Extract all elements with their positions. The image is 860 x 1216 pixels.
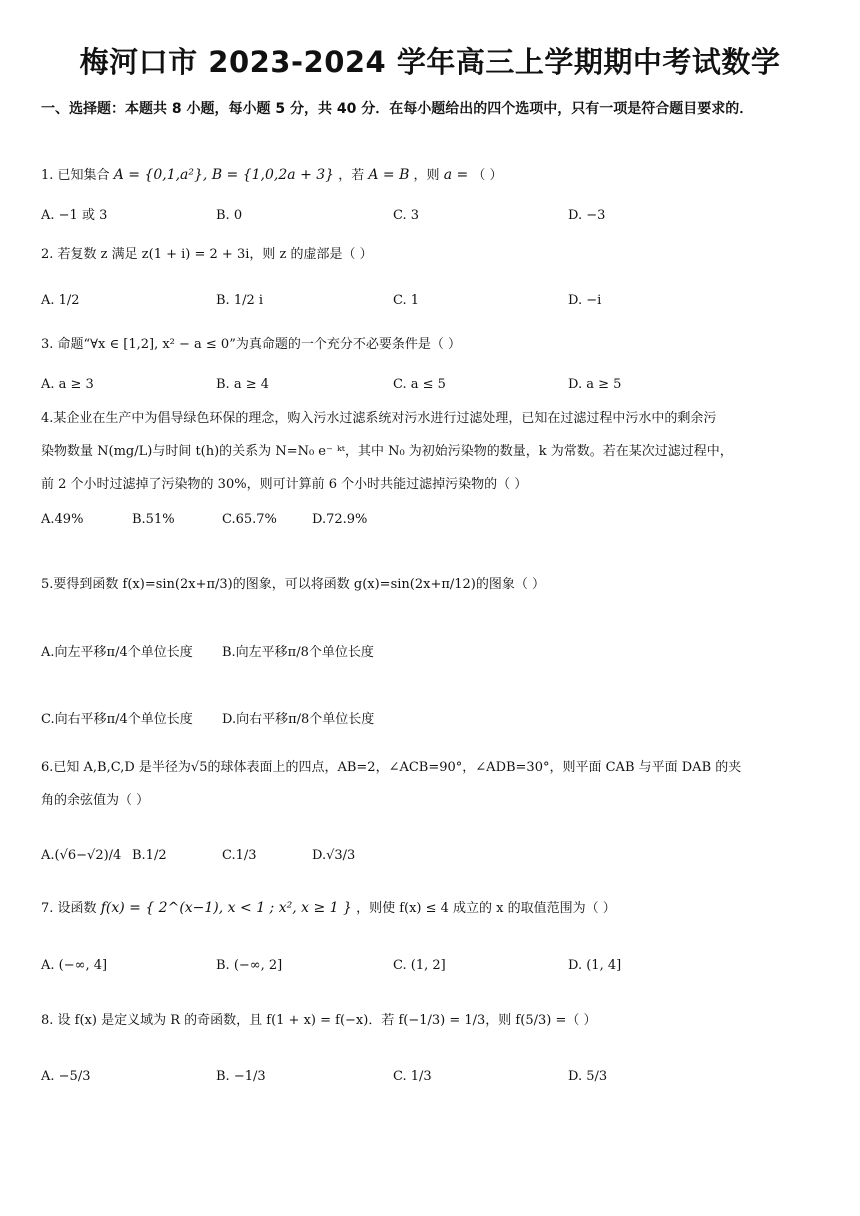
q2-option-b: B. 1/2 i — [216, 293, 264, 308]
q7-option-c: C. (1, 2] — [393, 958, 446, 973]
q1-mid2: ，则 — [413, 168, 440, 183]
q6-option-d: D.√3/3 — [312, 848, 356, 863]
q7-option-b: B. (−∞, 2] — [216, 958, 283, 973]
q5-option-a: A.向左平移π/4个单位长度 — [41, 645, 193, 660]
q4-line-2: 染物数量 N(mg/L)与时间 t(h)的关系为 N=N₀ e⁻ ᵏᵗ，其中 N₀ 为初始污染物的数量，k 为常数。若在某次过滤过程中， — [41, 444, 733, 459]
q1-ask: a = — [443, 167, 469, 183]
q6-line-1: 6.已知 A,B,C,D 是半径为√5的球体表面上的四点，AB=2，∠ACB=90°，∠ADB=30°，则平面 CAB 与平面 DAB 的夹 — [41, 760, 742, 775]
q8-option-c: C. 1/3 — [393, 1069, 432, 1084]
q3-option-a: A. a ≥ 3 — [41, 377, 94, 392]
q4-option-a: A.49% — [41, 512, 84, 527]
q2-option-c: C. 1 — [393, 293, 420, 308]
q1-sets: A = {0,1,a²}, B = {1,0,2a + 3} — [113, 167, 335, 183]
q7-option-d: D. (1, 4] — [568, 958, 622, 973]
q2-option-d: D. −i — [568, 293, 602, 308]
q6-option-c: C.1/3 — [222, 848, 257, 863]
q1-option-a: A. −1 或 3 — [41, 208, 108, 223]
question-3: 3. 命题“∀x ∈ [1,2], x² − a ≤ 0”为真命题的一个充分不必要条件是（ ） — [41, 337, 461, 352]
q1-prefix: 1. 已知集合 — [41, 168, 110, 183]
q1-option-b: B. 0 — [216, 208, 243, 223]
q3-option-b: B. a ≥ 4 — [216, 377, 269, 392]
question-7 — [41, 897, 616, 920]
q1-mid: ，若 — [338, 168, 365, 183]
q4-line-3: 前 2 个小时过滤掉了污染物的 30%，则可计算前 6 个小时共能过滤掉污染物的（ ） — [41, 477, 528, 492]
question-8: 8. 设 f(x) 是定义域为 R 的奇函数，且 f(1 + x) = f(−x)．若 f(−1/3) = 1/3，则 f(5/3) =（ ） — [41, 1013, 597, 1028]
question-2: 2. 若复数 z 满足 z(1 + i) = 2 + 3i，则 z 的虚部是（ ） — [41, 247, 373, 262]
q2-option-a: A. 1/2 — [41, 293, 80, 308]
q1-option-c: C. 3 — [393, 208, 420, 223]
q8-option-b: B. −1/3 — [216, 1069, 266, 1084]
q5-option-c: C.向右平移π/4个单位长度 — [41, 712, 193, 727]
q8-option-d: D. 5/3 — [568, 1069, 608, 1084]
q4-option-d: D.72.9% — [312, 512, 368, 527]
question-4 — [41, 402, 821, 501]
q6-option-b: B.1/2 — [132, 848, 167, 863]
q5-option-b: B.向左平移π/8个单位长度 — [222, 645, 374, 660]
q8-option-a: A. −5/3 — [41, 1069, 91, 1084]
question-1 — [41, 164, 503, 187]
q4-line-1: 4.某企业在生产中为倡导绿色环保的理念，购入污水过滤系统对污水进行过滤处理，已知在过滤过程中污水中的剩余污 — [41, 411, 717, 426]
question-5: 5.要得到函数 f(x)=sin(2x+π/3)的图象，可以将函数 g(x)=sin(2x+π/12)的图象（ ） — [41, 577, 546, 592]
q7-prefix: 7. 设函数 — [41, 901, 97, 916]
q4-option-b: B.51% — [132, 512, 175, 527]
q3-option-c: C. a ≤ 5 — [393, 377, 446, 392]
q7-suffix: ，则使 f(x) ≤ 4 成立的 x 的取值范围为（ ） — [356, 901, 616, 916]
q6-option-a: A.(√6−√2)/4 — [41, 848, 122, 863]
q5-option-d: D.向右平移π/8个单位长度 — [222, 712, 375, 727]
q1-cond: A = B — [368, 167, 410, 183]
q1-option-d: D. −3 — [568, 208, 606, 223]
question-6 — [41, 751, 821, 817]
section-heading: 一、选择题：本题共 8 小题，每小题 5 分，共 40 分．在每小题给出的四个选项中，只有一项是符合题目要求的． — [41, 101, 754, 117]
page-title: 梅河口市 2023-2024 学年高三上学期期中考试数学 — [79, 45, 781, 79]
q6-line-2: 角的余弦值为（ ） — [41, 793, 150, 808]
q4-option-c: C.65.7% — [222, 512, 277, 527]
q3-option-d: D. a ≥ 5 — [568, 377, 622, 392]
q1-paren: （ ） — [472, 168, 503, 183]
q7-function: f(x) = { 2^(x−1), x < 1 ; x², x ≥ 1 } — [100, 900, 352, 916]
q7-option-a: A. (−∞, 4] — [41, 958, 108, 973]
